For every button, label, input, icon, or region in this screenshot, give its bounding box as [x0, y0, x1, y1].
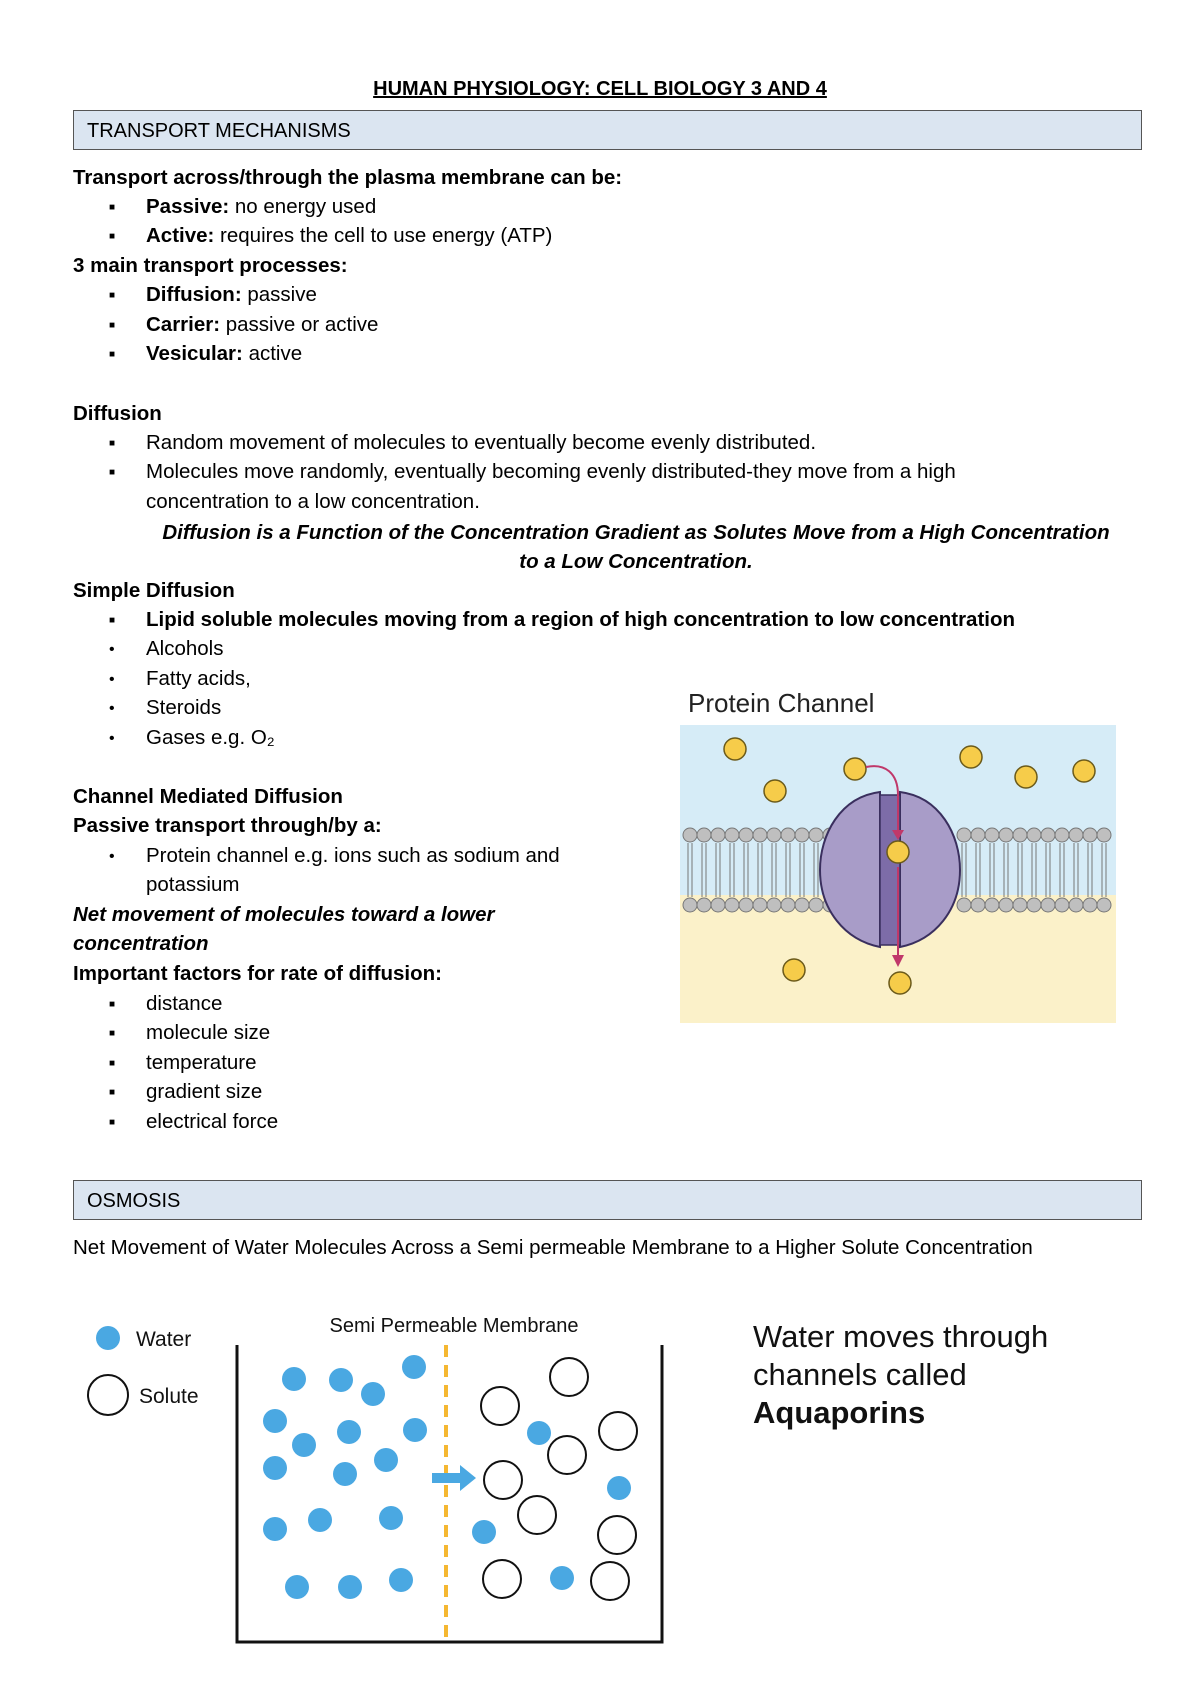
aquaporin-note-term: Aquaporins [753, 1395, 926, 1430]
bullet-square-icon [109, 429, 115, 460]
bullet-dot-icon [109, 724, 115, 753]
bullet-square-icon [109, 1019, 115, 1050]
list-item [146, 193, 376, 221]
definition: active [242, 342, 303, 365]
legend-solute-label: Solute [139, 1385, 199, 1408]
list-item: molecule size [146, 1021, 271, 1044]
definition: no energy used [229, 195, 377, 218]
section-header-label: TRANSPORT MECHANISMS [87, 120, 351, 142]
simple-diffusion-heading: Simple Diffusion [73, 579, 235, 602]
figure-title: Protein Channel [688, 688, 875, 718]
list-item [146, 311, 378, 339]
net-movement-note: Net movement of molecules toward a lower [73, 903, 495, 926]
definition: passive [241, 283, 317, 306]
list-item: temperature [146, 1051, 257, 1074]
water-flow-arrow-icon [432, 1465, 476, 1491]
term: Active: [146, 224, 215, 247]
aquaporin-note-line: channels called [753, 1357, 967, 1392]
diffusion-note-line: to a Low Concentration. [519, 550, 753, 573]
list-item: gradient size [146, 1080, 263, 1103]
legend-solute-icon [88, 1375, 128, 1415]
bullet-square-icon [109, 1108, 115, 1139]
osmosis-definition: Net Movement of Water Molecules Across a Semi permeable Membrane to a Higher Solute Concentration [73, 1236, 1033, 1259]
list-item: Protein channel e.g. ions such as sodium and [146, 844, 560, 867]
list-item-continuation: concentration to a low concentration. [146, 490, 480, 513]
diffusion-note-line: Diffusion is a Function of the Concentration Gradient as Solutes Move from a High Concentration [162, 521, 1110, 544]
net-movement-note: concentration [73, 932, 209, 955]
list-item: electrical force [146, 1110, 279, 1133]
aquaporin-note-line: Water moves through [753, 1319, 1049, 1354]
osmosis-figure [80, 1305, 1130, 1650]
passive-transport-heading: Passive transport through/by a: [73, 814, 382, 837]
definition: requires the cell to use energy (ATP) [214, 224, 553, 247]
section-header-osmosis [73, 1180, 1142, 1220]
list-item-continuation: potassium [146, 873, 240, 896]
list-item: Random movement of molecules to eventually become evenly distributed. [146, 431, 817, 454]
bullet-square-icon [109, 311, 115, 342]
channel-heading: Channel Mediated Diffusion [73, 785, 343, 808]
term: Carrier: [146, 313, 221, 336]
diffusion-heading: Diffusion [73, 402, 162, 425]
list-item: Gases e.g. O₂ [146, 726, 275, 749]
list-item: Steroids [146, 696, 222, 719]
bullet-square-icon [109, 1078, 115, 1109]
list-item: Fatty acids, [146, 667, 251, 690]
bullet-square-icon [109, 340, 115, 371]
document-title: HUMAN PHYSIOLOGY: CELL BIOLOGY 3 AND 4 [373, 78, 827, 100]
protein-channel-figure [680, 685, 1120, 1025]
legend-water-icon [96, 1326, 120, 1350]
bullet-dot-icon [109, 842, 115, 871]
list-item [146, 281, 317, 309]
list-item: distance [146, 992, 223, 1015]
term: Passive: [146, 195, 230, 218]
bullet-dot-icon [109, 665, 115, 694]
bullet-dot-icon [109, 635, 115, 664]
membrane-label: Semi Permeable Membrane [329, 1315, 579, 1337]
bullet-dot-icon [109, 694, 115, 723]
term: Diffusion: [146, 283, 242, 306]
bullet-square-icon [109, 458, 115, 489]
list-item: Lipid soluble molecules moving from a region of high concentration to low concentration [146, 608, 1016, 631]
list-item: Molecules move randomly, eventually becoming evenly distributed-they move from a high [146, 460, 956, 483]
bullet-square-icon [109, 281, 115, 312]
bullet-square-icon [109, 1049, 115, 1080]
term: Vesicular: [146, 342, 243, 365]
processes-heading: 3 main transport processes: [73, 254, 348, 277]
list-item [146, 222, 552, 250]
legend-water-label: Water [136, 1328, 192, 1351]
bullet-square-icon [109, 606, 115, 637]
transport-intro: Transport across/through the plasma membrane can be: [73, 166, 623, 189]
bullet-square-icon [109, 193, 115, 224]
factors-heading: Important factors for rate of diffusion: [73, 962, 442, 985]
list-item: Alcohols [146, 637, 224, 660]
section-header-transport [73, 110, 1142, 150]
definition: passive or active [220, 313, 379, 336]
list-item [146, 340, 302, 368]
protein-channel [820, 792, 960, 947]
bullet-square-icon [109, 990, 115, 1021]
section-header-label: OSMOSIS [87, 1190, 181, 1212]
bullet-square-icon [109, 222, 115, 253]
